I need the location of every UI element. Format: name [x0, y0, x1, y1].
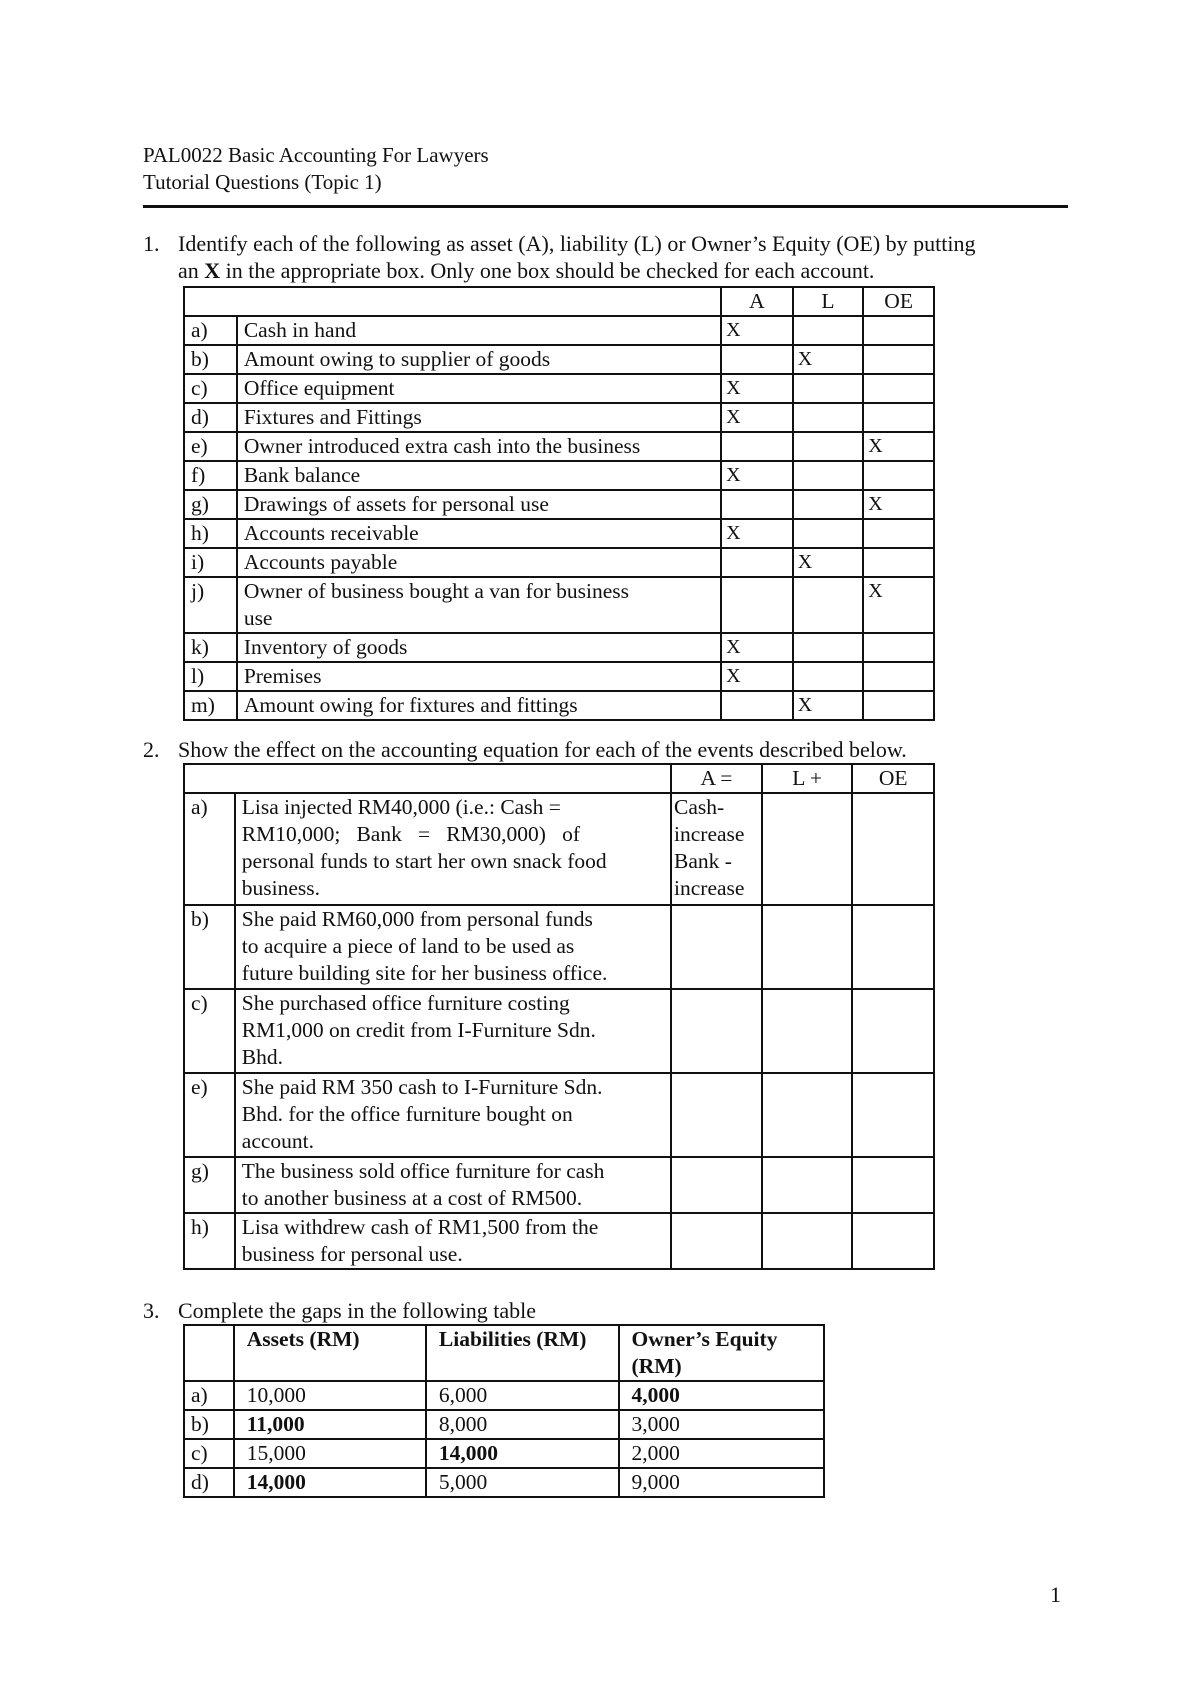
mark-a[interactable]: X: [721, 461, 793, 490]
table-row: c) She purchased office furniture costing RM1,000 on credit from I-Furniture Sdn. Bhd.: [184, 989, 934, 1073]
mark-l[interactable]: [793, 577, 864, 633]
table-row: b) Amount owing to supplier of goods X: [184, 345, 934, 374]
mark-a[interactable]: X: [721, 403, 793, 432]
mark-oe[interactable]: X: [863, 490, 934, 519]
table-row: j) Owner of business bought a van for business use X: [184, 577, 934, 633]
effect-assets[interactable]: [671, 1073, 762, 1157]
classification-table: [183, 286, 935, 721]
table-row: g) Drawings of assets for personal use X: [184, 490, 934, 519]
question-text: Show the effect on the accounting equation for each of the events described below.: [178, 737, 907, 762]
question-number: 3.: [143, 1298, 160, 1323]
liabilities-cell[interactable]: 14,000: [426, 1439, 619, 1468]
table-row: f) Bank balance X: [184, 461, 934, 490]
mark-a[interactable]: X: [721, 519, 793, 548]
effect-assets[interactable]: [671, 1213, 762, 1269]
column-header-oe: OE: [863, 287, 934, 316]
assets-cell[interactable]: 14,000: [234, 1468, 426, 1497]
table-row: b) 11,000 8,000 3,000: [184, 1410, 824, 1439]
table-row: g) The business sold office furniture for cash to another business at a cost of RM500.: [184, 1157, 934, 1213]
mark-a[interactable]: [721, 577, 793, 633]
table-row: d) Fixtures and Fittings X: [184, 403, 934, 432]
column-header-assets: A =: [671, 764, 762, 793]
table-row: h) Lisa withdrew cash of RM1,500 from the business for personal use.: [184, 1213, 934, 1269]
accounting-equation-table: [183, 763, 935, 1270]
mark-l[interactable]: [793, 461, 864, 490]
effect-liabilities[interactable]: [762, 1157, 853, 1213]
mark-a[interactable]: [721, 432, 793, 461]
mark-l[interactable]: [793, 316, 864, 345]
mark-oe[interactable]: [863, 633, 934, 662]
effect-liabilities[interactable]: [762, 793, 853, 905]
mark-oe[interactable]: [863, 691, 934, 720]
mark-oe[interactable]: [863, 519, 934, 548]
equity-cell[interactable]: 4,000: [619, 1381, 824, 1410]
mark-oe[interactable]: [863, 662, 934, 691]
mark-oe[interactable]: X: [863, 432, 934, 461]
table-row: d) 14,000 5,000 9,000: [184, 1468, 824, 1497]
equity-cell[interactable]: 3,000: [619, 1410, 824, 1439]
liabilities-cell[interactable]: 8,000: [426, 1410, 619, 1439]
effect-equity[interactable]: [852, 905, 934, 989]
column-header-a: A: [721, 287, 793, 316]
mark-a[interactable]: [721, 345, 793, 374]
mark-l[interactable]: [793, 432, 864, 461]
document-subtitle: Tutorial Questions (Topic 1): [143, 170, 382, 194]
table-header-row: [184, 1325, 824, 1381]
effect-equity[interactable]: [852, 1073, 934, 1157]
table-row: a) Lisa injected RM40,000 (i.e.: Cash = RM10,000; Bank = RM30,000) of personal funds to start her own snack food business. Cash- increase Bank - increase: [184, 793, 934, 905]
table-header-row: [184, 764, 934, 793]
course-title: PAL0022 Basic Accounting For Lawyers: [143, 143, 489, 167]
effect-liabilities[interactable]: [762, 905, 853, 989]
effect-liabilities[interactable]: [762, 1213, 853, 1269]
mark-l[interactable]: [793, 403, 864, 432]
mark-oe[interactable]: [863, 345, 934, 374]
effect-equity[interactable]: [852, 1213, 934, 1269]
question-number: 2.: [143, 737, 160, 762]
effect-equity[interactable]: [852, 989, 934, 1073]
question-text: Complete the gaps in the following table: [178, 1298, 537, 1323]
table-row: b) She paid RM60,000 from personal funds to acquire a piece of land to be used as future building site for her business office.: [184, 905, 934, 989]
effect-assets[interactable]: [671, 989, 762, 1073]
mark-l[interactable]: [793, 519, 864, 548]
column-header-l: L: [793, 287, 864, 316]
mark-a[interactable]: X: [721, 662, 793, 691]
assets-cell[interactable]: 11,000: [234, 1410, 426, 1439]
column-header-liabilities: L +: [762, 764, 853, 793]
table-row: k) Inventory of goods X: [184, 633, 934, 662]
mark-oe[interactable]: [863, 403, 934, 432]
document-header: [143, 142, 489, 196]
table-row: i) Accounts payable X: [184, 548, 934, 577]
mark-a[interactable]: [721, 490, 793, 519]
table-row: c) 15,000 14,000 2,000: [184, 1439, 824, 1468]
mark-a[interactable]: X: [721, 316, 793, 345]
mark-l[interactable]: [793, 633, 864, 662]
assets-cell[interactable]: 15,000: [234, 1439, 426, 1468]
table-row: e) She paid RM 350 cash to I-Furniture Sdn. Bhd. for the office furniture bought on account.: [184, 1073, 934, 1157]
mark-oe[interactable]: [863, 316, 934, 345]
mark-l[interactable]: [793, 662, 864, 691]
assets-cell[interactable]: 10,000: [234, 1381, 426, 1410]
mark-a[interactable]: [721, 548, 793, 577]
question-text: Identify each of the following as asset (A), liability (L) or Owner’s Equity (OE) by putting an X in the appropriate box. Only one box should be checked for each account.: [178, 231, 976, 283]
column-header-liabilities: Liabilities (RM): [426, 1325, 619, 1381]
effect-assets[interactable]: Cash- increase Bank - increase: [671, 793, 762, 905]
equity-cell[interactable]: 9,000: [619, 1468, 824, 1497]
column-header-assets: Assets (RM): [234, 1325, 426, 1381]
effect-equity[interactable]: [852, 793, 934, 905]
mark-a[interactable]: X: [721, 374, 793, 403]
mark-l[interactable]: X: [793, 548, 864, 577]
effect-assets[interactable]: [671, 1157, 762, 1213]
question-number: 1.: [143, 231, 160, 256]
equity-cell[interactable]: 2,000: [619, 1439, 824, 1468]
mark-l[interactable]: [793, 374, 864, 403]
gaps-table: [183, 1324, 825, 1498]
effect-equity[interactable]: [852, 1157, 934, 1213]
mark-l[interactable]: X: [793, 691, 864, 720]
effect-liabilities[interactable]: [762, 1073, 853, 1157]
mark-l[interactable]: X: [793, 345, 864, 374]
liabilities-cell[interactable]: 5,000: [426, 1468, 619, 1497]
effect-assets[interactable]: [671, 905, 762, 989]
mark-oe[interactable]: [863, 374, 934, 403]
table-row: l) Premises X: [184, 662, 934, 691]
mark-a[interactable]: [721, 691, 793, 720]
page-number: 1: [1050, 1582, 1061, 1607]
effect-liabilities[interactable]: [762, 989, 853, 1073]
table-row: c) Office equipment X: [184, 374, 934, 403]
mark-l[interactable]: [793, 490, 864, 519]
table-row: h) Accounts receivable X: [184, 519, 934, 548]
table-header-row: [184, 287, 934, 316]
mark-a[interactable]: X: [721, 633, 793, 662]
table-row: a) 10,000 6,000 4,000: [184, 1381, 824, 1410]
column-header-equity: Owner’s Equity (RM): [619, 1325, 824, 1381]
header-rule: [143, 205, 1068, 208]
column-header-equity: OE: [852, 764, 934, 793]
mark-oe[interactable]: [863, 548, 934, 577]
liabilities-cell[interactable]: 6,000: [426, 1381, 619, 1410]
table-row: a) Cash in hand X: [184, 316, 934, 345]
table-row: m) Amount owing for fixtures and fittings X: [184, 691, 934, 720]
mark-oe[interactable]: [863, 461, 934, 490]
table-row: e) Owner introduced extra cash into the business X: [184, 432, 934, 461]
mark-oe[interactable]: X: [863, 577, 934, 633]
